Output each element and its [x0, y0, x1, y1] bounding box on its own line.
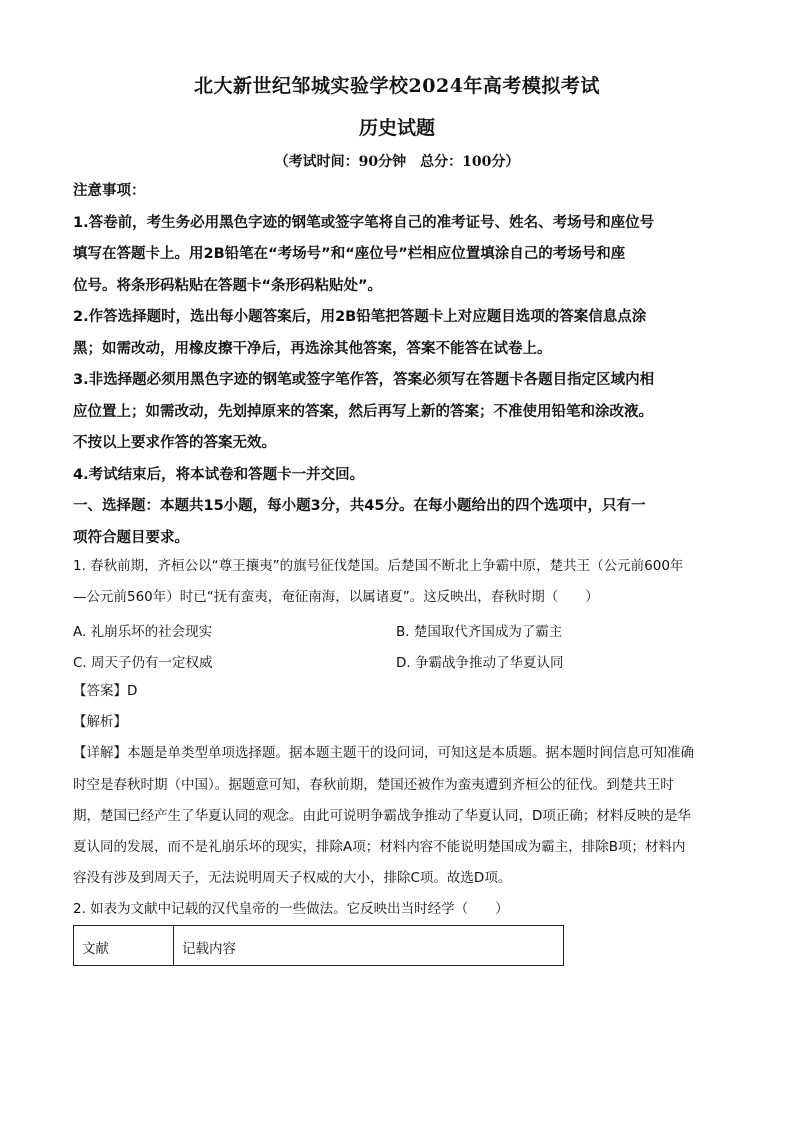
exam-title: 北大新世纪邹城实验学校2024年高考模拟考试	[194, 75, 600, 97]
detail-line: 夏认同的发展，而不是礼崩乐坏的现实，排除A项；材料内容不能说明楚国成为霸主，排除B项；材料内	[73, 839, 686, 856]
detail-line: 时空是春秋时期（中国）。据题意可知，春秋前期，楚国还被作为蛮夷遭到齐桓公的征伐。到楚共王时	[73, 776, 674, 793]
detail-line: 【详解】本题是单类型单项选择题。据本题主题干的设问词，可知这是本质题。据本题时间信息可知准确	[73, 745, 694, 762]
notice-line: 位号。将条形码粘贴在答题卡“条形码粘贴处”。	[73, 277, 383, 294]
detail-line: 容没有涉及到周天子，无法说明周天子权威的大小，排除C项。故选D项。	[73, 870, 512, 887]
question-1-stem	[73, 551, 723, 613]
notice-line: 不按以上要求作答的答案无效。	[73, 435, 276, 451]
option-b: B. 楚国取代齐国成为了霸主	[396, 624, 563, 640]
notice-line: 黑；如需改动，用橡皮擦干净后，再选涂其他答案，答案不能答在试卷上。	[73, 340, 552, 357]
notice-heading: 注意事项：	[73, 183, 146, 199]
table-divider	[173, 926, 174, 965]
section-heading: 项符合题目要求。	[73, 529, 189, 546]
analysis-label: 【解析】	[73, 714, 127, 731]
notice-section	[73, 176, 723, 554]
question-2-stem: 2. 如表为文献中记载的汉代皇帝的一些做法。它反映出当时经学（ ）	[73, 901, 509, 918]
notice-line: 应位置上；如需改动，先划掉原来的答案，然后再写上新的答案；不准使用铅笔和涂改液。	[73, 403, 653, 420]
detail-line: 期，楚国已经产生了华夏认同的观念。由此可说明争霸战争推动了华夏认同，D项正确；材料反映的是华	[73, 807, 691, 824]
section-heading: 一、选择题：本题共15小题，每小题3分，共45分。在每小题给出的四个选项中，只有一	[73, 498, 646, 514]
notice-line: 3.非选择题必须用黑色字迹的钢笔或签字笔作答，答案必须写在答题卡各题目指定区域内相	[73, 372, 655, 388]
question-2-table	[73, 925, 564, 966]
notice-line: 2.作答选择题时，选出每小题答案后，用2B铅笔把答题卡上对应题目选项的答案信息点涂	[73, 309, 647, 325]
exam-info: （考试时间：90分钟 总分：100分）	[274, 154, 520, 170]
table-header-content: 记载内容	[182, 941, 236, 957]
option-a: A. 礼崩乐坏的社会现实	[73, 624, 213, 640]
answer-label: 【答案】D	[73, 683, 138, 699]
notice-line: 4.考试结束后，将本试卷和答题卡一并交回。	[73, 466, 365, 483]
option-d: D. 争霸战争推动了华夏认同	[396, 655, 564, 671]
subject-title: 历史试题	[358, 117, 435, 139]
table-header-source: 文献	[82, 941, 109, 957]
question-line: 1. 春秋前期，齐桓公以“尊王攘夷”的旗号征伐楚国。后楚国不断北上争霸中原，楚共王（公元前600年	[73, 558, 684, 574]
question-1-answer	[73, 676, 723, 926]
notice-line: 1.答卷前，考生务必用黑色字迹的钢笔或签字笔将自己的准考证号、姓名、考场号和座位号	[73, 214, 655, 231]
question-line: —公元前560年）时已“抚有蛮夷，奄征南海，以属诸夏”。这反映出，春秋时期（ ）	[73, 589, 599, 606]
option-c: C. 周天子仍有一定权威	[73, 655, 213, 671]
notice-line: 填写在答题卡上。用2B铅笔在“考场号”和“座位号”栏相应位置填涂自己的考场号和座	[73, 246, 626, 262]
